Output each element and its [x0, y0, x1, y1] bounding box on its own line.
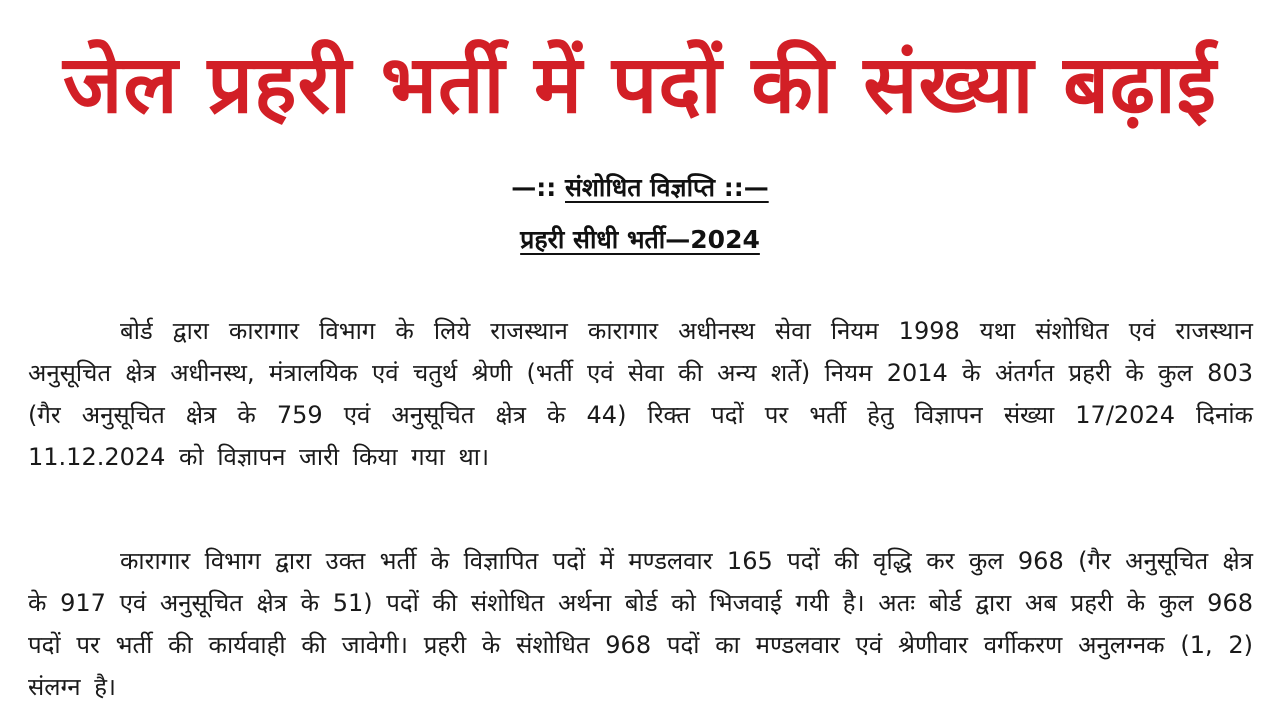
paragraph-text: बोर्ड द्वारा कारागार विभाग के लिये राजस्थान कारागार अधीनस्थ सेवा नियम 1998 यथा संशोधित एवं राजस्थान अनुसूचित क्षेत्र अधीनस्थ, मंत्रालयिक एवं चतुर्थ श्रेणी (भर्ती एवं सेवा की अन्य शर्ते) नियम 2014 के अंतर्गत प्रहरी के कुल 803 (गैर अनुसूचित क्षेत्र के 759 एवं अनुसूचित क्षेत्र के 44) रिक्त पदों पर भर्ती हेतु विज्ञापन संख्या 17/2024 दिनांक 11.12.2024 को विज्ञापन जारी किया गया था। — [28, 317, 1253, 471]
notice-heading-prefix: —:: — [511, 173, 565, 202]
paragraph-revised-posts — [28, 540, 1253, 708]
paragraph-text: कारागार विभाग द्वारा उक्त भर्ती के विज्ञापित पदों में मण्डलवार 165 पदों की वृद्धि कर कुल 968 (गैर अनुसूचित क्षेत्र के 917 एवं अनुसूचित क्षेत्र के 51) पदों की संशोधित अर्थना बोर्ड को भिजवाई गयी है। अतः बोर्ड द्वारा अब प्रहरी के कुल 968 पदों पर भर्ती की कार्यवाही की जावेगी। प्रहरी के संशोधित 968 पदों का मण्डलवार एवं श्रेणीवार वर्गीकरण अनुलग्नक (1, 2) संलग्न है। — [28, 547, 1253, 701]
notice-subheading-text: प्रहरी सीधी भर्ती—2024 — [520, 225, 760, 254]
notice-heading — [0, 170, 1280, 204]
paragraph-original-advertisement — [28, 310, 1253, 478]
notice-subheading — [0, 222, 1280, 256]
notice-heading-text: संशोधित विज्ञप्ति ::— — [565, 173, 769, 202]
headline-title: जेल प्रहरी भर्ती में पदों की संख्या बढ़ाई — [63, 38, 1217, 131]
